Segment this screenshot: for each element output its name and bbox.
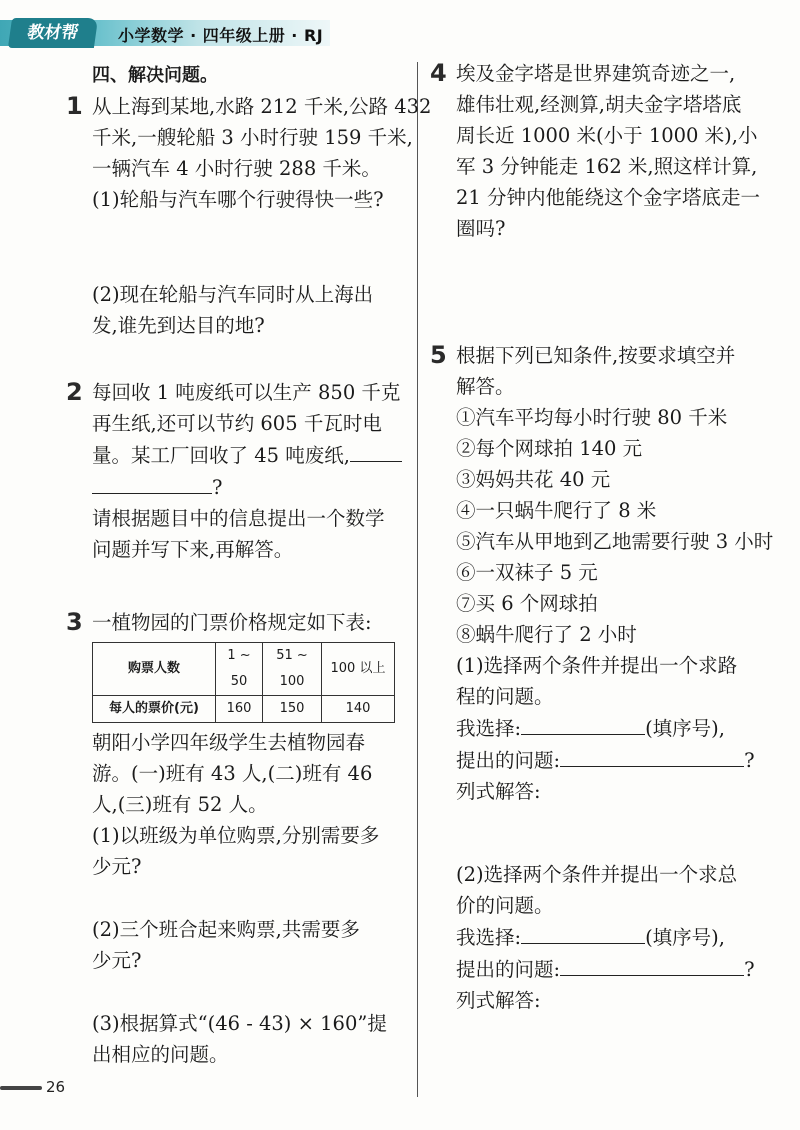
condition-item: ⑥一双袜子 5 元 <box>456 561 598 584</box>
problem-text: 军 3 分钟能走 162 米,照这样计算, <box>456 155 758 178</box>
page-number: 26 <box>46 1078 66 1096</box>
question-1: 少元? <box>92 855 142 878</box>
brand-logo: 教材帮 <box>8 18 98 48</box>
problem-number: 4 <box>430 59 447 87</box>
problem-text: 埃及金字塔是世界建筑奇迹之一, <box>456 62 736 85</box>
choose-label: 我选择: <box>456 926 522 949</box>
question-2: 发,谁先到达目的地? <box>92 314 265 337</box>
ask-label: 提出的问题: <box>456 958 561 981</box>
table-cell: 购票人数 <box>93 643 216 696</box>
problem-text: 一辆汽车 4 小时行驶 288 千米。 <box>92 157 381 180</box>
question-3: (3)根据算式“(46 - 43) × 160”提 <box>92 1012 387 1035</box>
answer-blank[interactable] <box>521 712 645 735</box>
problem-1 <box>66 91 432 341</box>
choose-label: 我选择: <box>456 717 522 740</box>
condition-item: ⑦买 6 个网球拍 <box>456 592 598 615</box>
answer-blank[interactable] <box>350 439 402 462</box>
table-cell: 160 <box>216 696 263 723</box>
problem-number: 1 <box>66 92 83 120</box>
problem-4 <box>430 58 780 244</box>
problem-text: 人,(三)班有 52 人。 <box>92 793 268 816</box>
fill-hint: (填序号), <box>645 717 725 740</box>
solve-label: 列式解答: <box>456 989 541 1012</box>
problem-text: 21 分钟内他能绕这个金字塔底走一 <box>456 186 761 209</box>
question-2: (2)现在轮船与汽车同时从上海出 <box>92 283 374 306</box>
column-divider <box>417 62 418 1097</box>
problem-number: 5 <box>430 341 447 369</box>
question-mark: ? <box>212 476 223 499</box>
problem-number: 2 <box>66 378 83 406</box>
instruction: 问题并写下来,再解答。 <box>92 538 294 561</box>
condition-item: ⑤汽车从甲地到乙地需要行驶 3 小时 <box>456 530 774 553</box>
problem-intro: 一植物园的门票价格规定如下表: <box>92 611 372 634</box>
right-column <box>430 58 780 1016</box>
table-cell: 100 以上 <box>322 643 395 696</box>
problem-text: 周长近 1000 米(小于 1000 米),小 <box>456 124 758 147</box>
problem-2 <box>66 377 411 565</box>
left-column <box>66 60 432 1070</box>
condition-item: ③妈妈共花 40 元 <box>456 468 611 491</box>
instruction: 请根据题目中的信息提出一个数学 <box>92 507 385 530</box>
condition-item: ②每个网球拍 140 元 <box>456 437 643 460</box>
fill-hint: (填序号), <box>645 926 725 949</box>
page-header <box>0 14 330 54</box>
table-row <box>93 696 395 723</box>
question-mark: ? <box>744 749 755 772</box>
ask-line <box>456 953 780 985</box>
book-title: 小学数学 · 四年级上册 · RJ <box>118 26 324 45</box>
blank-line <box>92 471 411 503</box>
problem-text-segment: 量。某工厂回收了 45 吨废纸, <box>92 444 350 467</box>
page-footer <box>0 1078 65 1096</box>
question-mark: ? <box>744 958 755 981</box>
condition-item: ①汽车平均每小时行驶 80 千米 <box>456 406 728 429</box>
ticket-price-table <box>92 642 395 723</box>
problem-3 <box>66 607 411 1070</box>
problem-text: 千米,一艘轮船 3 小时行驶 159 千米, <box>92 126 413 149</box>
answer-blank[interactable] <box>521 921 645 944</box>
condition-item: ④一只蜗牛爬行了 8 米 <box>456 499 657 522</box>
table-row <box>93 643 395 696</box>
question-1: (1)以班级为单位购票,分别需要多 <box>92 824 380 847</box>
question-2: (2)选择两个条件并提出一个求总 <box>456 863 738 886</box>
problem-text <box>92 439 411 471</box>
problem-number: 3 <box>66 608 83 636</box>
ask-line <box>456 744 780 776</box>
problem-text: 游。(一)班有 43 人,(二)班有 46 <box>92 762 373 785</box>
table-cell: 51 ~ 100 <box>263 643 322 696</box>
question-2: (2)三个班合起来购票,共需要多 <box>92 918 360 941</box>
solve-label: 列式解答: <box>456 780 541 803</box>
problem-text: 圈吗? <box>456 217 506 240</box>
problem-5 <box>430 340 780 1016</box>
problem-text: 解答。 <box>456 375 515 398</box>
choose-line <box>456 921 780 953</box>
condition-item: ⑧蜗牛爬行了 2 小时 <box>456 623 637 646</box>
footer-decoration <box>0 1086 42 1090</box>
answer-blank[interactable] <box>92 471 212 494</box>
question-2: 价的问题。 <box>456 894 554 917</box>
answer-blank[interactable] <box>560 953 744 976</box>
answer-blank[interactable] <box>560 744 744 767</box>
problem-text: 每回收 1 吨废纸可以生产 850 千克 <box>92 381 401 404</box>
problem-text: 朝阳小学四年级学生去植物园春 <box>92 731 366 754</box>
question-1: (1)轮船与汽车哪个行驶得快一些? <box>92 188 384 211</box>
problem-text: 再生纸,还可以节约 605 千瓦时电 <box>92 412 382 435</box>
table-cell: 1 ~ 50 <box>216 643 263 696</box>
table-cell: 150 <box>263 696 322 723</box>
ask-label: 提出的问题: <box>456 749 561 772</box>
section-title: 四、解决问题。 <box>92 65 218 86</box>
question-1: 程的问题。 <box>456 685 554 708</box>
question-2: 少元? <box>92 949 142 972</box>
question-3: 出相应的问题。 <box>92 1043 229 1066</box>
choose-line <box>456 712 780 744</box>
table-cell: 140 <box>322 696 395 723</box>
problem-text: 根据下列已知条件,按要求填空并 <box>456 344 736 367</box>
question-1: (1)选择两个条件并提出一个求路 <box>456 654 738 677</box>
table-cell: 每人的票价(元) <box>93 696 216 723</box>
problem-text: 从上海到某地,水路 212 千米,公路 432 <box>92 95 432 118</box>
problem-text: 雄伟壮观,经测算,胡夫金字塔塔底 <box>456 93 742 116</box>
